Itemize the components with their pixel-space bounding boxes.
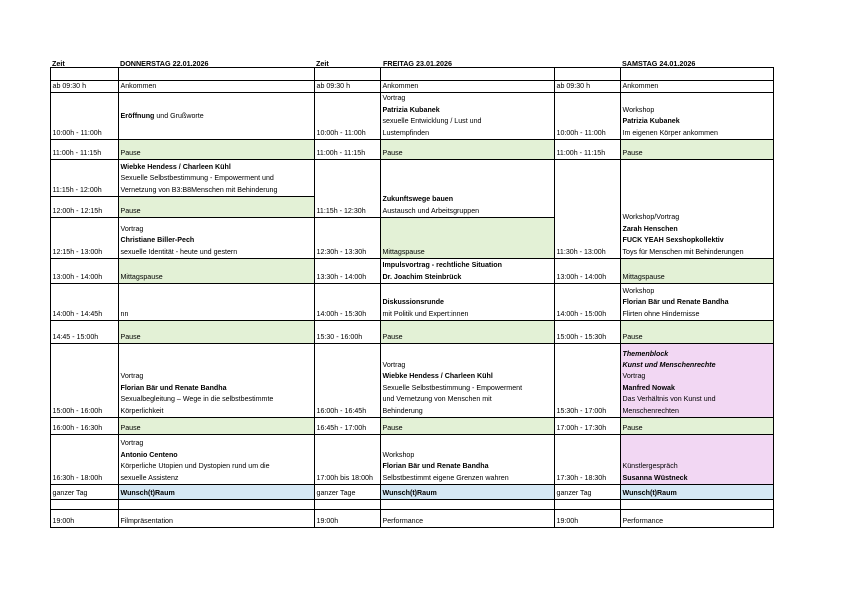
time-cell: 11:15h - 12:00h [51,160,119,197]
event-line-text: Florian Bär und Renate Bandha [120,383,227,392]
pause-cell [381,140,555,160]
event-line-text: Körperlichkeit [120,406,164,415]
event-line-text: Toys für Menschen mit Behinderungen [622,247,744,256]
event-line-text: Workshop [622,105,655,114]
event-line-text: Pause [120,332,141,341]
event-line [383,309,553,320]
time-cell: 13:00h - 14:00h [51,259,119,284]
event-line [623,309,772,320]
event-line [623,235,772,246]
event-line-text: und Vernetzung von Menschen mit [382,395,492,404]
event-line-text: Pause [120,206,141,215]
event-line-text: Austausch und Arbeitsgruppen [382,206,480,215]
event-line-text: Pause [382,423,403,432]
time-cell: ab 09:30 h [555,81,621,93]
event-line-text: Zarah Henschen [622,224,678,233]
time-cell: 12:30h - 13:30h [315,218,381,259]
event-line-text: Diskussionsrunde [382,298,444,307]
time-cell: 15:30h - 17:00h [555,344,621,418]
event-line [383,394,553,405]
event-line [121,488,313,499]
event-cell [119,344,315,418]
themenblock-cell [621,344,774,418]
event-line-text: Pause [382,148,403,157]
time-cell: 10:00h - 11:00h [315,93,381,140]
event-line [121,206,313,217]
event-line [623,297,772,308]
event-line-text: Filmpräsentation [120,516,173,525]
time-cell: 13:30h - 14:00h [315,259,381,284]
event-cell [381,160,555,218]
event-line [121,272,313,283]
event-line [383,406,553,417]
time-cell: 11:15h - 12:30h [315,160,381,218]
time-cell: ganzer Tag [51,485,119,500]
event-line-text: sexuelle Entwicklung / Lust und [382,117,482,126]
event-line-text: Pause [622,332,643,341]
event-line [623,516,772,527]
time-cell: 12:15h - 13:00h [51,218,119,259]
event-line [623,224,772,235]
event-line-text: Ankommen [120,82,157,90]
event-cell [621,160,774,259]
time-cell: 14:00h - 15:00h [555,284,621,321]
event-cell [621,435,774,485]
event-cell [119,218,315,259]
event-line-rest: und Grußworte [154,111,204,120]
event-line-text: Sexuelle Selbstbestimmung - Empowerment und [120,174,274,183]
event-line-text: Pause [120,423,141,432]
event-line-text: Vortrag [120,224,144,233]
event-cell [381,284,555,321]
event-line-text: nn [120,309,129,318]
wunschraum-cell [621,485,774,500]
event-cell [381,81,555,93]
pause-cell [119,140,315,160]
event-line [121,371,313,382]
event-line [121,185,313,196]
event-cell [119,93,315,140]
pause-cell [119,418,315,435]
event-line [623,116,772,127]
event-line-text: Florian Bär und Renate Bandha [382,462,489,471]
event-line-text: Wunsch(t)Raum [120,488,175,497]
time-cell: 10:00h - 11:00h [555,93,621,140]
pause-cell [621,259,774,284]
time-cell: 11:30h - 13:00h [555,160,621,259]
time-cell: ab 09:30 h [51,81,119,93]
event-line [623,406,772,417]
time-cell: 15:00h - 16:00h [51,344,119,418]
event-line [121,162,313,173]
event-line [383,332,553,343]
event-line-text: Workshop [382,450,415,459]
event-line [121,332,313,343]
event-line-text: Patrizia Kubanek [622,117,680,126]
event-line-text: Vortrag [622,372,646,381]
time-cell: 15:00h - 15:30h [555,321,621,344]
event-line-text: Vortrag [382,361,406,369]
event-line-text: Florian Bär und Renate Bandha [622,298,729,307]
event-line [383,128,553,139]
event-line [121,423,313,434]
event-line-text: Behinderung [382,406,423,415]
event-cell [621,93,774,140]
time-cell: 12:00h - 12:15h [51,197,119,218]
event-line [121,438,313,449]
time-cell: 11:00h - 11:15h [51,140,119,160]
event-line [383,206,553,217]
time-cell: ab 09:30 h [315,81,381,93]
event-cell [119,284,315,321]
time-cell: 14:00h - 15:30h [315,284,381,321]
event-line-text: Im eigenen Körper ankommen [622,128,718,137]
event-line [121,473,313,484]
event-line [623,247,772,258]
pause-cell [119,259,315,284]
time-cell: 19:00h [555,510,621,528]
event-line [383,81,553,92]
event-line-text: sexuelle Assistenz [120,473,179,482]
event-line-text: Selbstbestimmt eigene Grenzen wahren [382,473,509,482]
header-zeit-do: Zeit [52,59,65,68]
event-cell [381,344,555,418]
event-line-text: Manfred Nowak [622,383,675,392]
event-line [383,297,553,308]
event-line [623,371,772,382]
event-line-text: Mittagspause [622,272,665,281]
event-line-text: Flirten ohne Hindernisse [622,309,700,318]
event-line-text: Christiane Biller-Pech [120,236,195,245]
event-line-text: Wunsch(t)Raum [622,488,677,497]
event-line [383,272,553,283]
event-line [383,383,553,394]
time-cell: 19:00h [51,510,119,528]
pause-cell [119,197,315,218]
event-line-text: Pause [120,148,141,157]
event-line [383,194,553,205]
event-cell [621,284,774,321]
event-line [383,488,553,499]
event-line-text: Wiebke Hendess / Charleen Kühl [382,372,493,381]
event-line [383,371,553,382]
pause-cell [381,418,555,435]
pause-cell [621,140,774,160]
event-line [623,128,772,139]
event-line-text: Vortrag [120,372,144,381]
event-line [383,247,553,258]
event-line-text: FUCK YEAH Sexshopkollektiv [622,236,724,245]
event-line-text: Susanna Wüstneck [622,473,688,482]
event-line [623,349,772,360]
time-cell: 11:00h - 11:15h [555,140,621,160]
event-line [121,394,313,405]
event-cell [381,510,555,528]
event-line-text: Mittagspause [120,272,163,281]
event-line [623,461,772,472]
event-line [383,116,553,127]
event-line [623,394,772,405]
time-cell: 14:45 - 15:00h [51,321,119,344]
event-line-text: Ankommen [622,82,659,90]
event-line [383,461,553,472]
event-line-text: Pause [622,423,643,432]
event-line [121,450,313,461]
event-line-text: Vortrag [120,439,144,448]
header-samstag: SAMSTAG 24.01.2026 [622,59,696,68]
event-line [623,423,772,434]
event-cell [119,435,315,485]
event-cell [119,510,315,528]
event-line [623,473,772,484]
event-line-text: Pause [382,332,403,341]
event-line-text: Menschenrechten [622,406,679,415]
time-cell: 17:30h - 18:30h [555,435,621,485]
event-line [383,516,553,527]
event-line-text: Impulsvortrag - rechtliche Situation [382,261,502,270]
event-line-text: Das Verhältnis von Kunst und [622,395,716,404]
event-line [623,360,772,371]
event-line-text: Performance [382,516,424,525]
event-line-text: Vortrag [382,94,406,103]
event-line [623,332,772,343]
event-cell [119,160,315,197]
event-line-text: Performance [622,516,664,525]
event-line [623,383,772,394]
event-line [623,105,772,116]
header-zeit-fr: Zeit [316,59,329,68]
event-line-text: Ankommen [382,82,419,90]
event-line-text: Dr. Joachim Steinbrück [382,272,462,281]
event-cell [621,510,774,528]
pause-cell [621,321,774,344]
event-line-text: Wiebke Hendess / Charleen Kühl [120,162,231,171]
event-line-text: Körperliche Utopien und Dystopien rund um die [120,462,270,471]
event-line-text: Sexualbegleitung – Wege in die selbstbestimmte [120,395,274,404]
wunschraum-cell [119,485,315,500]
event-line-text: sexuelle Identität - heute und gestern [120,247,238,256]
pause-cell [621,418,774,435]
event-line [121,111,313,122]
pause-cell [381,218,555,259]
event-cell [381,259,555,284]
time-cell: 10:00h - 11:00h [51,93,119,140]
event-line [383,450,553,461]
time-cell: 16:30h - 18:00h [51,435,119,485]
time-cell: 15:30 - 16:00h [315,321,381,344]
event-line [121,383,313,394]
pause-cell [119,321,315,344]
event-line-text: Patrizia Kubanek [382,105,440,114]
event-line [383,260,553,271]
event-line [121,247,313,258]
event-line [121,224,313,235]
time-cell: 13:00h - 14:00h [555,259,621,284]
event-line-text: mit Politik und Expert:innen [382,309,469,318]
event-line-text: Antonio Centeno [120,450,178,459]
event-line [121,461,313,472]
time-cell: 11:00h - 11:15h [315,140,381,160]
event-line [383,93,553,104]
time-cell: 16:00h - 16:30h [51,418,119,435]
time-cell: 17:00h bis 18:00h [315,435,381,485]
event-line-text: Sexuelle Selbstbestimmung - Empowerment [382,383,523,392]
schedule-table [50,67,774,528]
event-line-text: Themenblock [622,349,669,358]
event-line [623,148,772,159]
header-freitag: FREITAG 23.01.2026 [383,59,452,68]
event-line [383,360,553,371]
event-line-text: Workshop [622,286,655,295]
event-line-text: Kunst und Menschenrechte [622,361,716,369]
event-line [383,148,553,159]
event-line-text: Wunsch(t)Raum [382,488,437,497]
event-line [383,423,553,434]
event-cell [381,93,555,140]
event-line [383,105,553,116]
event-line [121,516,313,527]
event-cell [119,81,315,93]
event-line-text: Künstlergespräch [622,462,678,471]
time-cell: 16:45h - 17:00h [315,418,381,435]
header-donnerstag: DONNERSTAG 22.01.2026 [120,59,209,68]
event-line-text: Zukunftswege bauen [382,195,454,204]
event-line-text: Eröffnung [120,111,155,120]
time-cell: 14:00h - 14:45h [51,284,119,321]
event-line [121,148,313,159]
time-cell: 16:00h - 16:45h [315,344,381,418]
event-line [623,272,772,283]
event-line-text: Lustempfinden [382,128,430,137]
event-cell [381,435,555,485]
event-line [121,81,313,92]
event-line [623,286,772,297]
time-cell: ganzer Tage [315,485,381,500]
time-cell: 17:00h - 17:30h [555,418,621,435]
event-line [623,488,772,499]
event-line [121,406,313,417]
event-line-text: Pause [622,148,643,157]
event-line [623,81,772,92]
event-line [121,309,313,320]
time-cell: 19:00h [315,510,381,528]
event-line [383,473,553,484]
event-line-text: Workshop/Vortrag [622,213,680,222]
pause-cell [381,321,555,344]
event-cell [621,81,774,93]
wunschraum-cell [381,485,555,500]
event-line-text: Vernetzung von B3:B8Menschen mit Behinderung [120,185,278,194]
event-line [121,173,313,184]
event-line-text: Mittagspause [382,247,425,256]
event-line [121,235,313,246]
event-line [623,212,772,223]
time-cell: ganzer Tag [555,485,621,500]
